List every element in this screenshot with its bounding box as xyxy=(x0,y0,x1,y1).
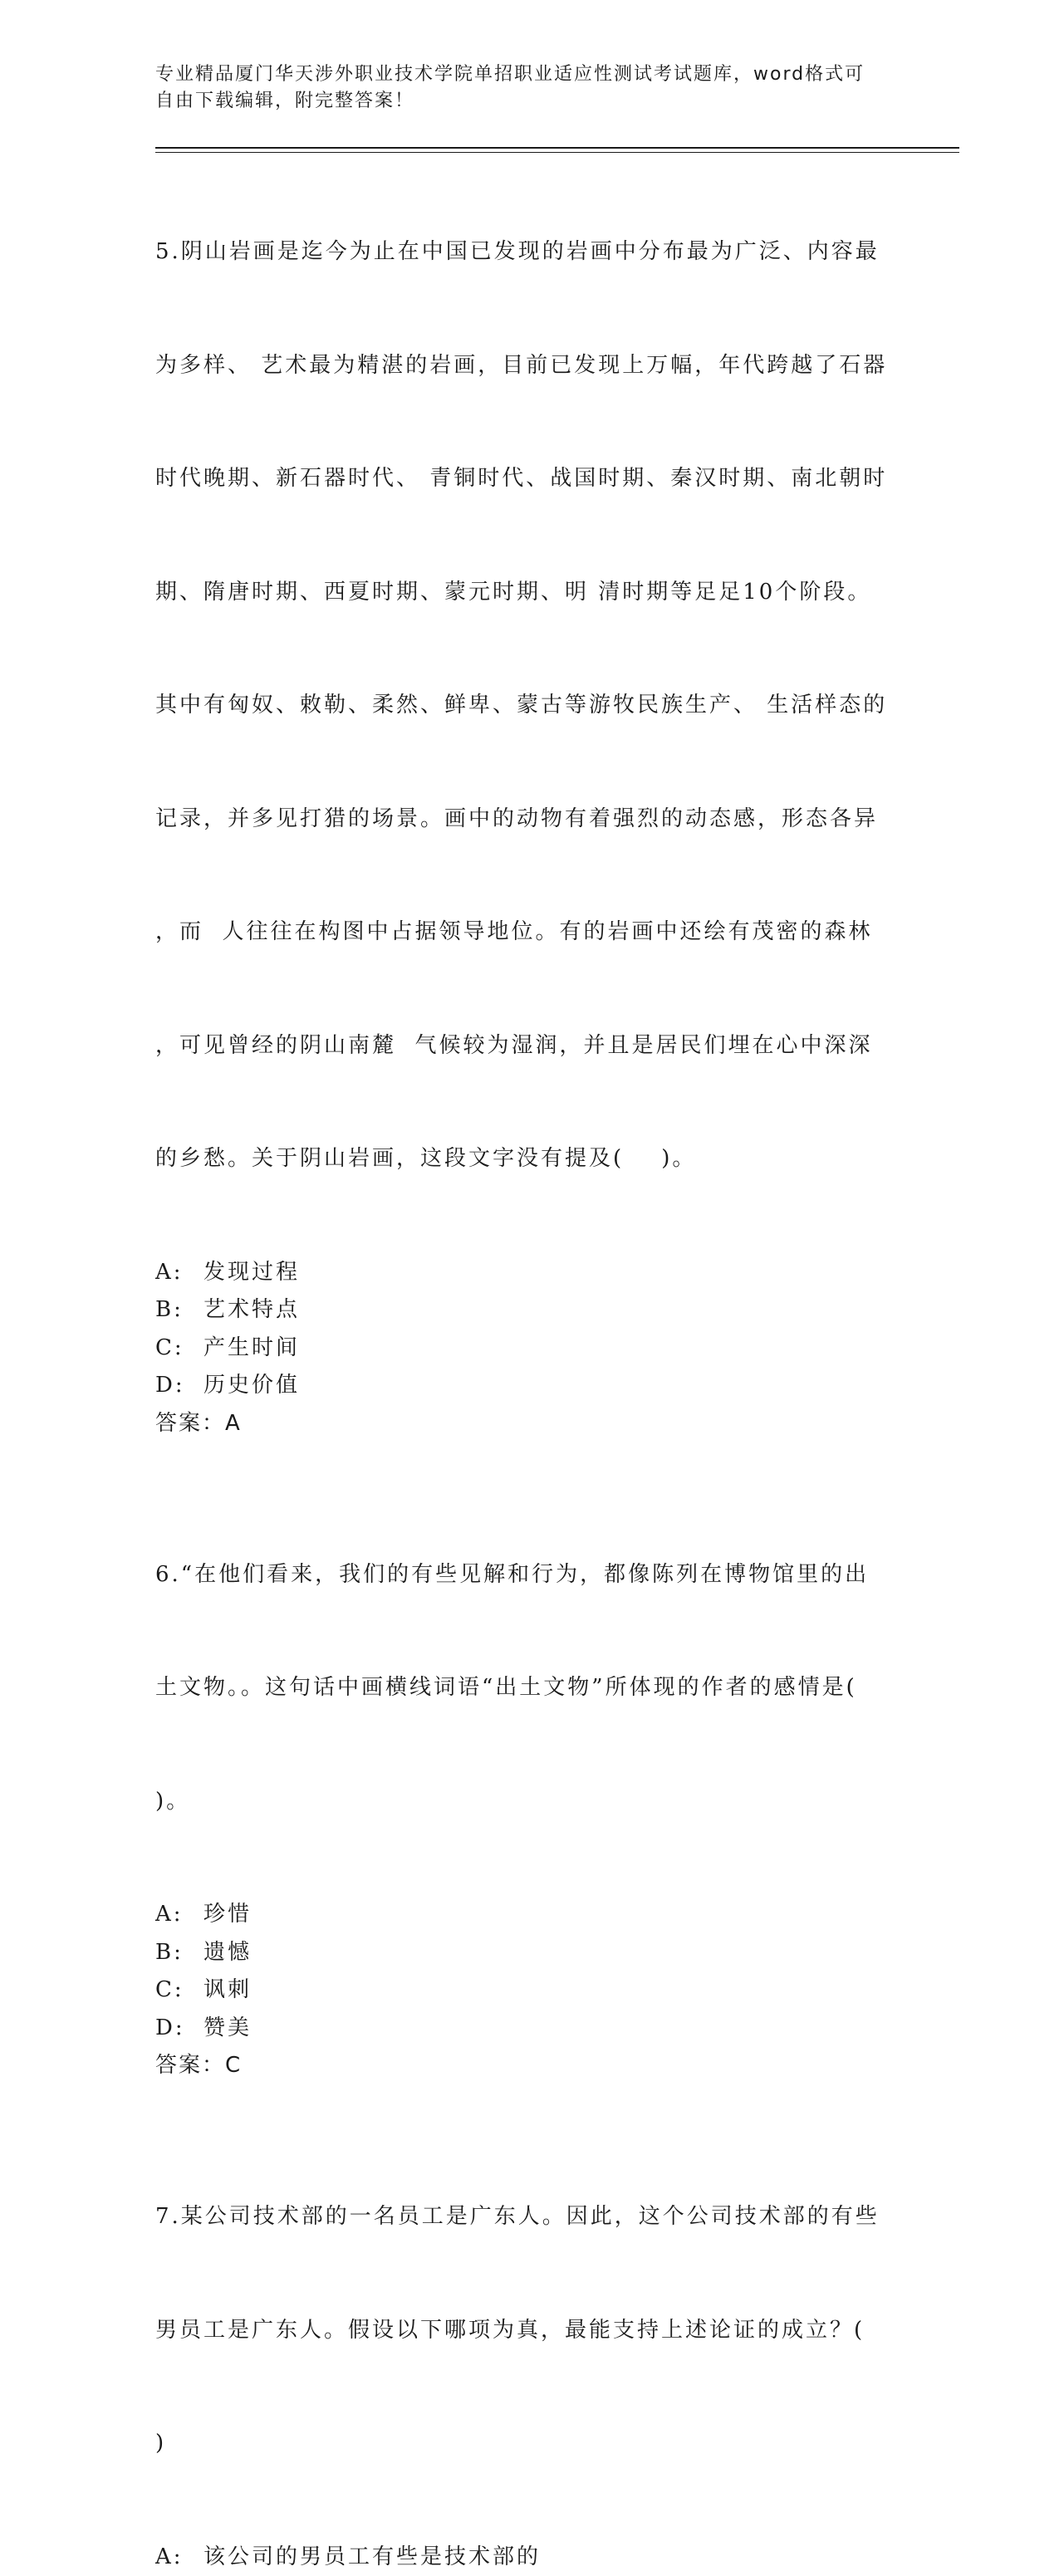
header-divider-thin xyxy=(155,152,959,153)
question-6-stem xyxy=(155,1481,895,1897)
question-text-line: 其中有匈奴、敕勒、柔然、鲜卑、蒙古等游牧民族生产、 生活样态的 xyxy=(155,687,895,725)
question-7 xyxy=(155,2123,895,2576)
option-text: 珍惜 xyxy=(203,1902,252,1927)
option-letter: D: xyxy=(155,2010,203,2048)
option-letter: A: xyxy=(155,2539,203,2576)
question-text-line: 的乡愁。关于阴山岩画，这段文字没有提及( )。 xyxy=(155,1140,895,1178)
question-text-line: ) xyxy=(155,2425,895,2463)
option-text: 艺术特点 xyxy=(203,1297,300,1322)
question-7-stem xyxy=(155,2123,895,2539)
option-letter: D: xyxy=(155,1367,203,1405)
answer-line: 答案：C xyxy=(155,2047,895,2085)
option-letter: C: xyxy=(155,1330,203,1368)
question-text-line: 男员工是广东人。假设以下哪项为真，最能支持上述论证的成立？( xyxy=(155,2312,895,2350)
question-text-line: 期、隋唐时期、西夏时期、蒙元时期、明 清时期等足足10个阶段。 xyxy=(155,574,895,612)
question-text-line: 记录，并多见打猎的场景。画中的动物有着强烈的动态感，形态各异 xyxy=(155,801,895,839)
document-header xyxy=(155,61,886,115)
answer-line: 答案：A xyxy=(155,1405,895,1443)
question-text-line: 为多样、 艺术最为精湛的岩画，目前已发现上万幅，年代跨越了石器 xyxy=(155,347,895,385)
header-divider-thick xyxy=(155,147,959,149)
option-d xyxy=(155,1367,895,1405)
option-a xyxy=(155,1896,895,1934)
question-text-line: 5.阴山岩画是迄今为止在中国已发现的岩画中分布最为广泛、内容最 xyxy=(155,233,895,272)
option-text: 赞美 xyxy=(203,2015,252,2040)
question-text-line: )。 xyxy=(155,1783,895,1821)
header-line-2: 自由下载编辑，附完整答案！ xyxy=(155,88,886,115)
question-text-line: 7.某公司技术部的一名员工是广东人。因此，这个公司技术部的有些 xyxy=(155,2198,895,2236)
question-5-stem xyxy=(155,158,895,1254)
question-5 xyxy=(155,158,895,1442)
option-a xyxy=(155,1254,895,1292)
option-text: 发现过程 xyxy=(203,1260,300,1285)
option-a xyxy=(155,2539,895,2576)
question-text-line: 6.“在他们看来，我们的有些见解和行为，都像陈列在博物馆里的出 xyxy=(155,1556,895,1594)
option-text: 讽刺 xyxy=(203,1977,252,2002)
question-text-line: 土文物。。这句话中画横线词语“出土文物”所体现的作者的感情是( xyxy=(155,1669,895,1707)
option-text: 历史价值 xyxy=(203,1373,300,1398)
question-text-line: 时代晚期、新石器时代、 青铜时代、战国时期、秦汉时期、南北朝时 xyxy=(155,460,895,498)
option-letter: C: xyxy=(155,1971,203,2010)
option-c xyxy=(155,1330,895,1368)
question-text-line: ，而 人往往在构图中占据领导地位。有的岩画中还绘有茂密的森林 xyxy=(155,913,895,952)
option-c xyxy=(155,1971,895,2010)
option-text: 该公司的男员工有些是技术部的 xyxy=(203,2544,541,2569)
option-d xyxy=(155,2010,895,2048)
header-line-1: 专业精品厦门华天涉外职业技术学院单招职业适应性测试考试题库，word格式可 xyxy=(155,61,886,88)
option-b xyxy=(155,1934,895,1972)
option-b xyxy=(155,1291,895,1330)
option-text: 遗憾 xyxy=(203,1940,252,1965)
question-list xyxy=(155,158,895,2576)
option-letter: A: xyxy=(155,1896,203,1934)
option-text: 产生时间 xyxy=(203,1335,300,1360)
question-spacer xyxy=(155,2085,895,2123)
question-text-line: ，可见曾经的阴山南麓 气候较为湿润，并且是居民们埋在心中深深 xyxy=(155,1027,895,1065)
option-letter: B: xyxy=(155,1291,203,1330)
question-spacer xyxy=(155,1442,895,1481)
question-6 xyxy=(155,1481,895,2085)
option-letter: B: xyxy=(155,1934,203,1972)
option-letter: A: xyxy=(155,1254,203,1292)
